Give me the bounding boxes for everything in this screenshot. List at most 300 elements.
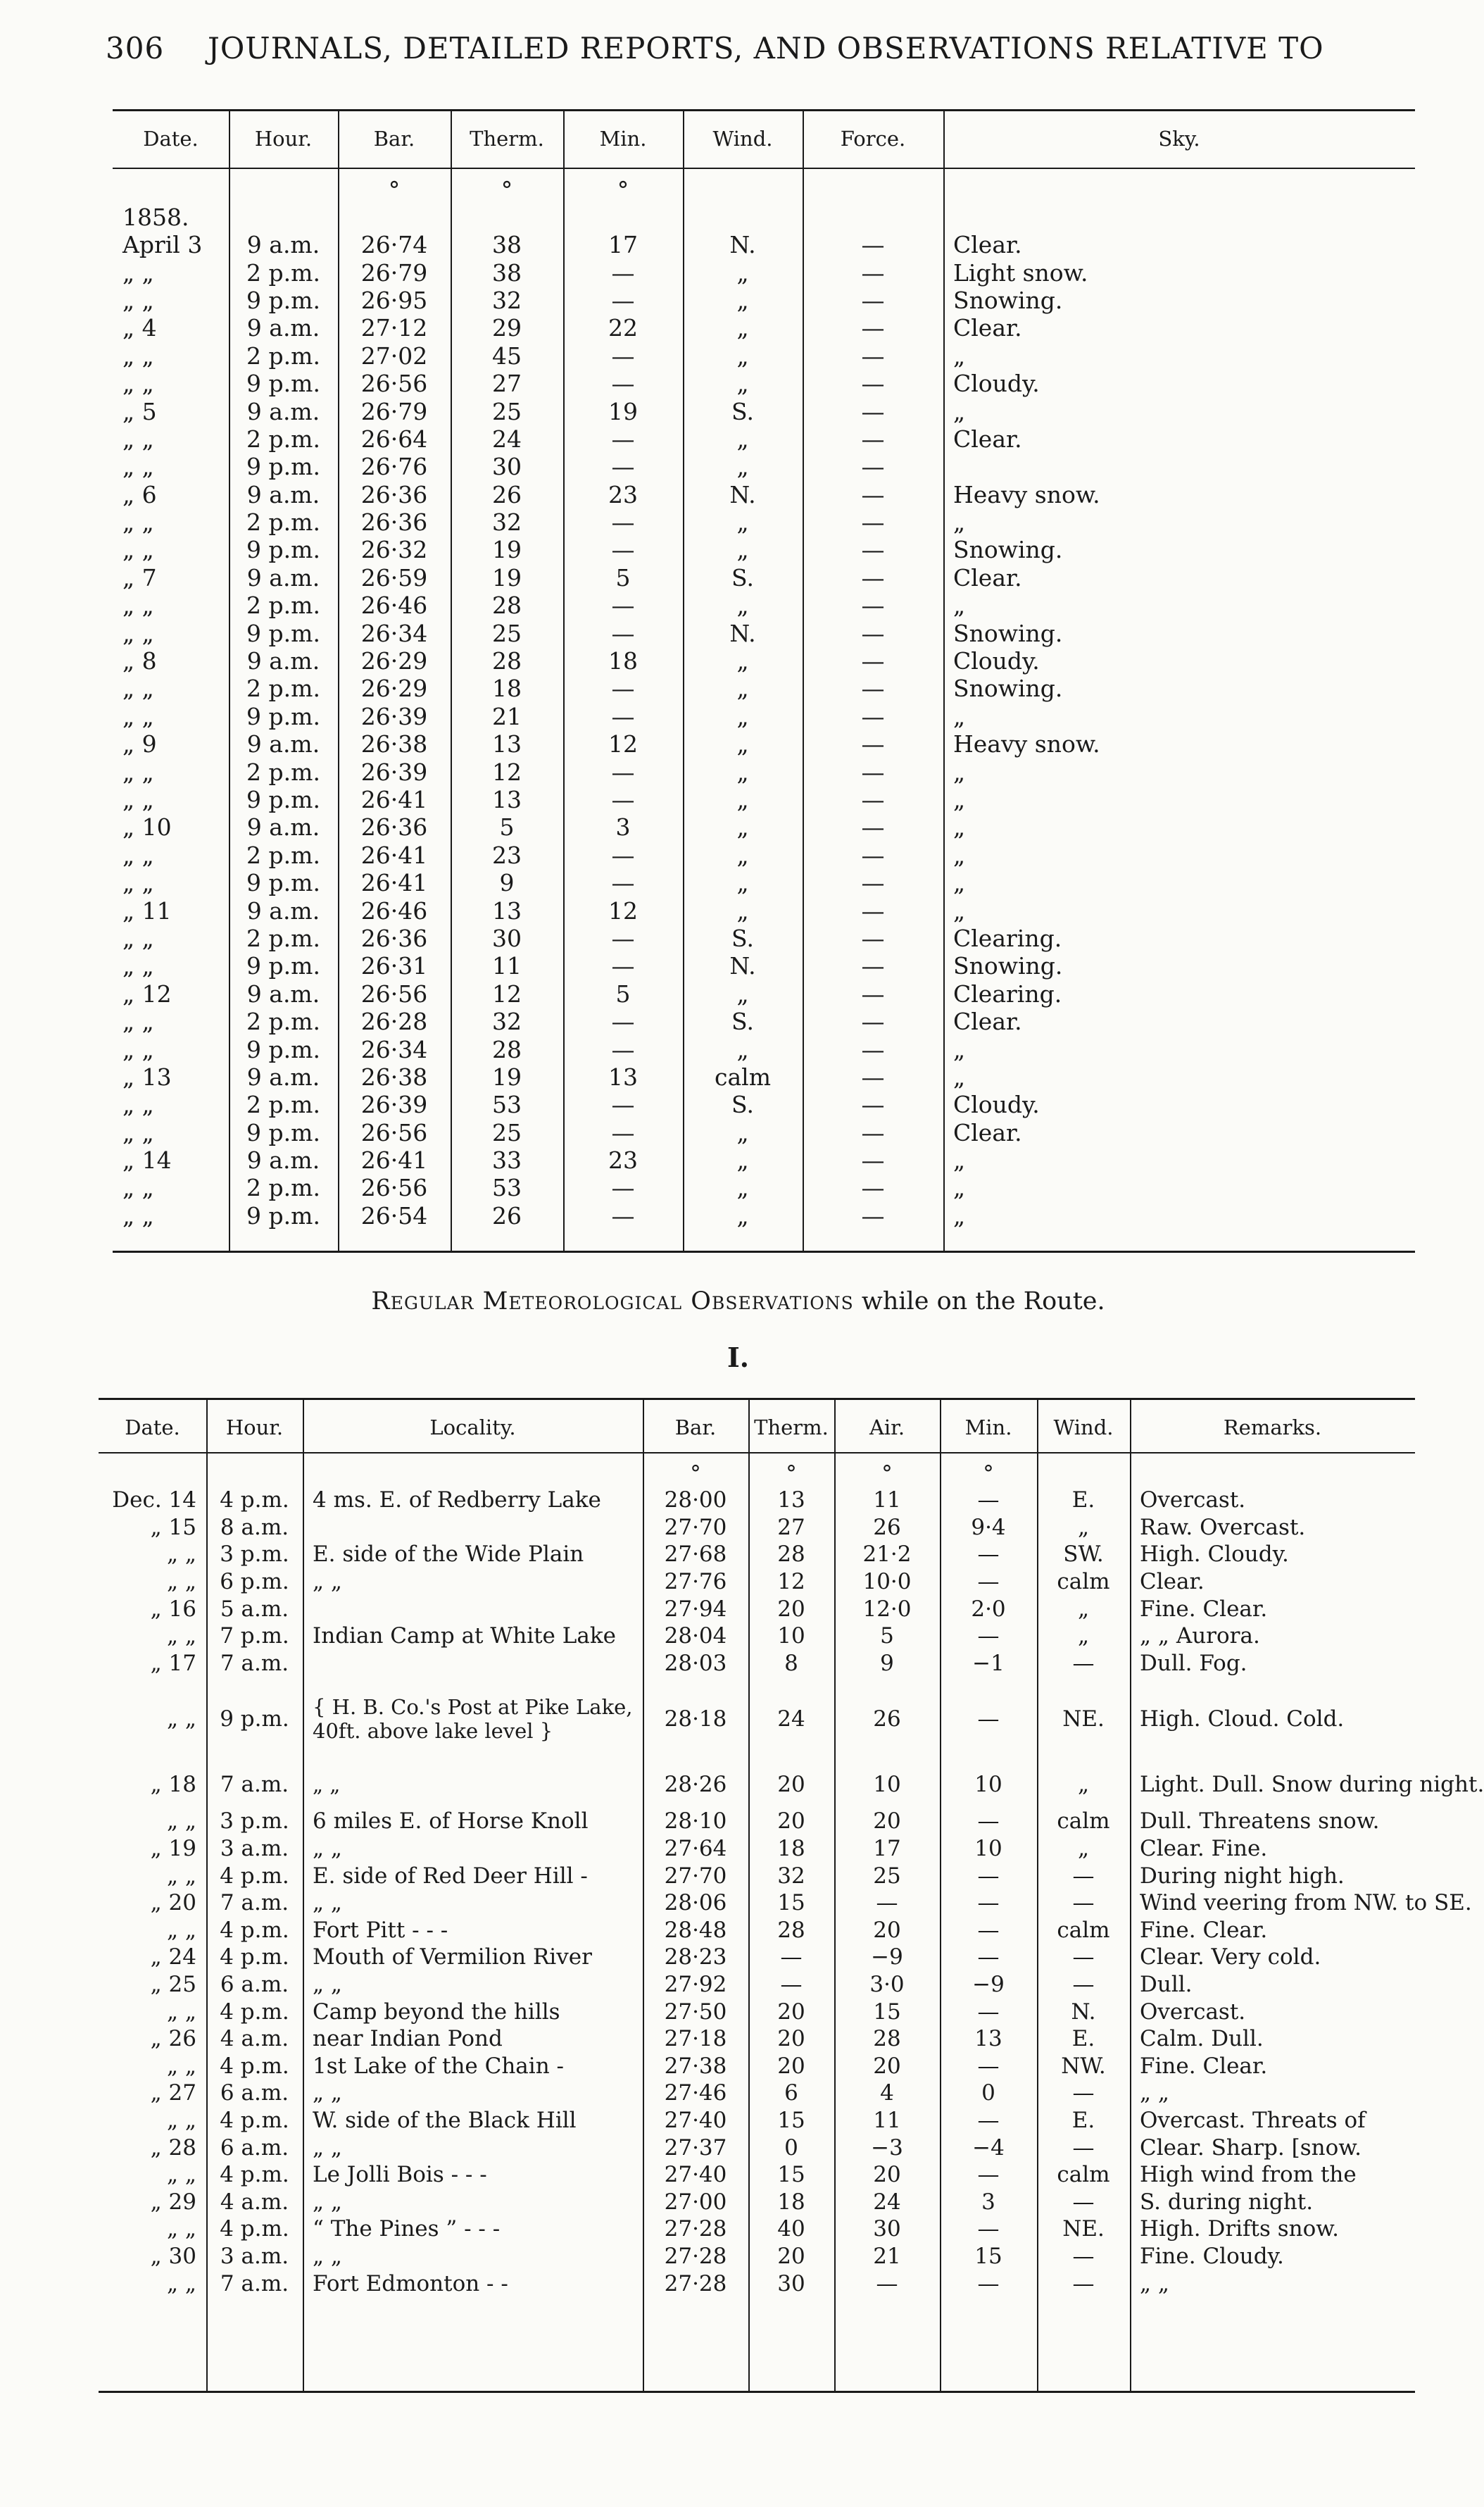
table-cell: 26·28: [360, 1008, 428, 1036]
section-numeral: I.: [727, 1342, 749, 1373]
table-cell: —: [861, 1174, 885, 1202]
table-cell: „ „: [313, 2243, 342, 2269]
table-cell: 0: [784, 2134, 798, 2161]
table-cell: 20: [777, 2026, 805, 2052]
table-cell: —: [1072, 1650, 1095, 1676]
table-cell: 5: [615, 980, 631, 1008]
table-cell: N.: [729, 952, 756, 980]
table-cell: —: [977, 1706, 1000, 1732]
table-cell: „ „: [122, 1035, 154, 1063]
table-row: [99, 2080, 1415, 2107]
table-cell: „: [953, 702, 966, 730]
table-row: [113, 1202, 1415, 1230]
table-cell: 53: [492, 1091, 522, 1119]
table-cell: 9 p.m.: [246, 619, 320, 647]
table-cell: [303, 1650, 643, 1677]
table-row: [113, 370, 1415, 397]
table-cell: 26·38: [360, 1063, 428, 1091]
table-cell: Clear.: [953, 231, 1022, 259]
table-cell: 26·36: [360, 508, 428, 537]
table-cell: 2 p.m.: [246, 1174, 320, 1202]
table-cell: „ „: [313, 2134, 342, 2161]
table-cell: „: [953, 1146, 966, 1175]
table-cell: 13: [492, 896, 522, 925]
table-cell: „: [953, 1174, 966, 1202]
table2-header-remarks: Remarks.: [1223, 1415, 1322, 1439]
table-cell: { H. B. Co.'s Post at Pike Lake, 40ft. above lake level }: [313, 1695, 633, 1744]
table-cell: 26·29: [360, 647, 428, 675]
table-cell: —: [1072, 2189, 1095, 2215]
table-cell: Mouth of Vermilion River: [313, 1944, 592, 1970]
table-cell: „: [736, 813, 749, 842]
table-cell: —: [611, 758, 635, 786]
table-cell: —: [611, 258, 635, 287]
table-cell: „: [736, 730, 749, 758]
table-cell: 27·12: [360, 314, 428, 342]
table-cell: 18: [492, 675, 522, 703]
table-cell: —: [861, 730, 885, 758]
table-cell: 8 a.m.: [220, 1514, 289, 1540]
table-cell: 28: [492, 1035, 522, 1063]
table-cell: 6 p.m.: [220, 1569, 289, 1595]
table-cell: —: [861, 952, 885, 980]
table-cell: „: [953, 397, 966, 425]
table-cell: 13: [492, 730, 522, 758]
table-cell: 10: [974, 1836, 1002, 1862]
table-row: [113, 730, 1415, 758]
table-cell: —: [977, 2270, 1000, 2296]
table-cell: 6 a.m.: [220, 2080, 289, 2106]
table-cell: 26·29: [360, 675, 428, 703]
table-cell: „ „: [313, 1773, 341, 1797]
table-row: [113, 1008, 1415, 1035]
table-cell: 13: [974, 2026, 1002, 2052]
table-cell: —: [611, 425, 635, 453]
table-row: [99, 1487, 1415, 1514]
table-cell: „ 12: [122, 980, 172, 1008]
table-cell: —: [861, 1118, 885, 1146]
table-cell: 4 a.m.: [220, 2026, 289, 2052]
table-cell: —: [861, 896, 885, 925]
table-cell: Light. Dull. Snow during night.: [1140, 1772, 1484, 1798]
table-cell: 4 p.m.: [220, 2216, 289, 2242]
table-cell: 27: [492, 370, 522, 398]
table1-year-row: [113, 204, 1415, 231]
table-cell: 24: [777, 1706, 805, 1732]
table-cell: „ „: [167, 2216, 196, 2242]
table-cell: —: [611, 286, 635, 314]
table-cell: 7 p.m.: [220, 1623, 289, 1649]
table-cell: 6: [784, 2080, 798, 2106]
table-cell: „ „: [167, 1542, 196, 1568]
table-cell: —: [861, 480, 885, 508]
table2-degree-row: [99, 1461, 1415, 1487]
table-cell: „ „: [313, 2080, 342, 2106]
table-cell: 3: [615, 813, 631, 842]
table-cell: 7 a.m.: [220, 1650, 289, 1676]
table-cell: 28: [492, 592, 522, 620]
table-cell: 29: [492, 314, 522, 342]
table-cell: 27·00: [664, 2189, 727, 2215]
table-cell: 9 p.m.: [246, 370, 320, 398]
table-cell: „ „: [122, 1008, 154, 1036]
table-cell: 27·94: [664, 1596, 727, 1622]
table-cell: 26·38: [360, 730, 428, 758]
table-row: [113, 758, 1415, 785]
table-cell: —: [861, 869, 885, 897]
table-cell: 11: [492, 952, 522, 980]
table-cell: 10: [873, 1772, 901, 1798]
table-cell: „ „: [167, 1999, 196, 2025]
table-cell: 4 p.m.: [220, 1944, 289, 1970]
table-cell: 24: [873, 2189, 901, 2215]
table-row: [113, 619, 1415, 646]
table-cell: „ „: [122, 758, 154, 786]
table-cell: „: [736, 675, 749, 703]
table-row: [99, 1541, 1415, 1568]
year-label: 1858.: [122, 204, 189, 231]
table-cell: 9 p.m.: [246, 786, 320, 813]
table-cell: 27·70: [664, 1863, 727, 1889]
table2-top-rule: [99, 1398, 1415, 1400]
table-cell: NE.: [1062, 1706, 1105, 1732]
table-cell: Clear.: [953, 314, 1022, 342]
table-cell: 28·04: [664, 1623, 727, 1649]
table-cell: calm: [1057, 1569, 1110, 1595]
table-cell: —: [861, 619, 885, 647]
table-cell: 21: [873, 2243, 901, 2269]
table-cell: —: [876, 2270, 898, 2296]
table-cell: −9: [972, 1972, 1005, 1998]
table-cell: „: [736, 508, 749, 537]
table-cell: —: [861, 286, 885, 314]
table-cell: 9 a.m.: [246, 563, 320, 592]
table-cell: 38: [492, 258, 522, 287]
table-cell: —: [1072, 1972, 1095, 1998]
table-cell: Clear. Fine.: [1140, 1836, 1268, 1862]
table-cell: 26·39: [360, 1091, 428, 1119]
table-cell: 6 miles E. of Horse Knoll: [313, 1808, 589, 1834]
table-cell: —: [977, 1944, 1000, 1970]
table-cell: „: [736, 342, 749, 370]
table-cell: „ „: [122, 1091, 154, 1119]
table-cell: 9 p.m.: [246, 1035, 320, 1063]
table-cell: „: [736, 1201, 749, 1230]
table-cell: 20: [777, 1596, 805, 1622]
table-cell: 25: [492, 619, 522, 647]
table-cell: 28: [492, 647, 522, 675]
table-cell: —: [977, 1999, 1000, 2025]
table-cell: E.: [1071, 1487, 1095, 1513]
table-cell: S.: [731, 1008, 754, 1036]
table-cell: 6 a.m.: [220, 2134, 289, 2161]
table-cell: —: [861, 425, 885, 453]
table-cell: „: [736, 647, 749, 675]
table-cell: „ „: [167, 1863, 196, 1889]
table-cell: „: [953, 841, 966, 869]
table-cell: 26·32: [360, 536, 428, 564]
table-cell: —: [977, 2053, 1000, 2079]
table-cell: 26·74: [360, 231, 428, 259]
table-row: [99, 1761, 1415, 1808]
table-cell: „ „: [122, 342, 154, 370]
table-cell: 20: [777, 1772, 805, 1798]
table-cell: [943, 453, 1415, 480]
table1-body: [113, 176, 1415, 1230]
table-cell: 26·56: [360, 1118, 428, 1146]
table-cell: 25: [873, 1863, 901, 1889]
table-cell: —: [861, 231, 885, 259]
table-cell: 9 p.m.: [220, 1706, 289, 1732]
table-cell: 27: [777, 1514, 805, 1540]
table-cell: „ „: [122, 786, 154, 813]
table-cell: —: [611, 1091, 635, 1119]
table-cell: —: [861, 786, 885, 813]
table-cell: Cloudy.: [953, 370, 1040, 398]
table-row: [113, 397, 1415, 425]
table-row: [113, 536, 1415, 563]
table-cell: 20: [777, 1808, 805, 1834]
table-cell: „ 17: [150, 1650, 196, 1676]
table-cell: 3 a.m.: [220, 2243, 289, 2269]
table-cell: 2 p.m.: [246, 258, 320, 287]
table-cell: 20: [873, 1917, 901, 1943]
table-cell: —: [977, 1569, 1000, 1595]
table-cell: 15: [974, 2243, 1002, 2269]
table-cell: 20: [873, 2053, 901, 2079]
table-cell: 5: [880, 1623, 894, 1649]
table2-header-air: Air.: [869, 1415, 905, 1439]
table-cell: „: [953, 592, 966, 620]
table-row: [113, 952, 1415, 980]
table-cell: 11: [873, 2107, 901, 2133]
table-cell: 32: [492, 1008, 522, 1036]
table-cell: „: [736, 841, 749, 869]
table-row: [113, 842, 1415, 869]
table-cell: 7 a.m.: [220, 2270, 289, 2296]
table-cell: —: [861, 1201, 885, 1230]
table-row: [113, 1119, 1415, 1146]
degree-symbol: °: [617, 176, 629, 204]
table-cell: Cloudy.: [953, 1091, 1040, 1119]
table-cell: „ 8: [122, 647, 157, 675]
table-cell: 19: [492, 536, 522, 564]
table-cell: „ „: [167, 2270, 196, 2296]
table-cell: —: [861, 314, 885, 342]
table-row: [113, 287, 1415, 314]
table-cell: Snowing.: [953, 286, 1063, 314]
table-row: [99, 1835, 1415, 1863]
table-cell: 2 p.m.: [246, 675, 320, 703]
table-cell: „: [953, 342, 966, 370]
table-cell: −9: [871, 1944, 903, 1970]
table-row: [113, 1063, 1415, 1091]
table-cell: NW.: [1061, 2053, 1106, 2079]
table-cell: „ „: [122, 286, 154, 314]
table-cell: 26·56: [360, 980, 428, 1008]
table-cell: „ „: [167, 2107, 196, 2133]
table-cell: „ 26: [150, 2026, 196, 2052]
table-cell: 32: [777, 1863, 805, 1889]
table-cell: „ „: [167, 1569, 196, 1595]
table-cell: 32: [492, 508, 522, 537]
table-cell: „ „: [1140, 2270, 1169, 2296]
table-cell: 13: [492, 786, 522, 813]
page-title: JOURNALS, DETAILED REPORTS, AND OBSERVATIONS RELATIVE TO: [208, 31, 1324, 65]
table-row: [113, 703, 1415, 730]
page-header: [106, 31, 1422, 80]
table-cell: Snowing.: [953, 675, 1063, 703]
table-cell: 26·46: [360, 592, 428, 620]
table-cell: „: [953, 1063, 966, 1091]
table-cell: —: [977, 2107, 1000, 2133]
table-cell: 9 p.m.: [246, 1201, 320, 1230]
table-cell: —: [611, 619, 635, 647]
section-title-caps: Regular Meteorological Observations: [371, 1287, 854, 1315]
table-cell: „ 30: [150, 2243, 196, 2269]
table-cell: 3·0: [869, 1972, 905, 1998]
table-cell: „ „: [122, 841, 154, 869]
table2-header-bar: Bar.: [674, 1415, 717, 1439]
table-cell: „ „: [167, 1706, 196, 1732]
table-cell: S. during night.: [1140, 2189, 1314, 2215]
table-cell: 8: [784, 1650, 798, 1676]
table-cell: 9: [499, 869, 515, 897]
table-cell: 4 p.m.: [220, 1487, 289, 1513]
table-row: [99, 1998, 1415, 2025]
table-row: [99, 2270, 1415, 2297]
table-cell: 2 p.m.: [246, 924, 320, 952]
table-cell: Heavy snow.: [953, 480, 1100, 508]
table-cell: „ 15: [150, 1514, 196, 1540]
table-cell: −3: [871, 2134, 903, 2161]
table-cell: 26·64: [360, 425, 428, 453]
table-cell: —: [861, 702, 885, 730]
table-cell: Fine. Clear.: [1140, 2053, 1268, 2079]
table-cell: 28·18: [664, 1706, 727, 1732]
table-cell: 27·18: [664, 2026, 727, 2052]
table-cell: 26·56: [360, 370, 428, 398]
table-cell: „ „: [122, 1174, 154, 1202]
table-cell: 19: [492, 1063, 522, 1091]
table-cell: 15: [777, 1890, 805, 1916]
table-cell: 33: [492, 1146, 522, 1175]
table-cell: 25: [492, 397, 522, 425]
table-cell: „ „: [122, 619, 154, 647]
table-cell: Clear. Sharp. [snow.: [1140, 2134, 1362, 2161]
table-cell: —: [1072, 1863, 1095, 1889]
table-cell: —: [861, 647, 885, 675]
table-cell: 6 a.m.: [220, 1972, 289, 1998]
table-cell: „ „: [122, 258, 154, 287]
table-row: [113, 453, 1415, 480]
table-cell: „: [736, 314, 749, 342]
table-cell: 28·00: [664, 1487, 727, 1513]
table-cell: „ 14: [122, 1146, 172, 1175]
table1-bottom-rule: [113, 1251, 1415, 1253]
table-cell: 7 a.m.: [220, 1890, 289, 1916]
table-cell: „: [736, 425, 749, 453]
table-cell: 26·95: [360, 286, 428, 314]
table-row: [113, 508, 1415, 536]
table-cell: 32: [492, 286, 522, 314]
table-cell: High. Cloudy.: [1140, 1542, 1289, 1568]
table-cell: —: [861, 924, 885, 952]
table-cell: „: [1077, 1514, 1090, 1540]
table-cell: Snowing.: [953, 536, 1063, 564]
table-cell: 3 a.m.: [220, 1836, 289, 1862]
table-cell: 9 p.m.: [246, 453, 320, 481]
table-cell: „ „: [122, 536, 154, 564]
table-cell: Dull.: [1140, 1972, 1193, 1998]
table-cell: „ „: [313, 1836, 342, 1862]
table-cell: „: [953, 786, 966, 813]
table-row: [99, 2215, 1415, 2243]
table-cell: calm: [1057, 1808, 1110, 1834]
table-cell: 26·79: [360, 258, 428, 287]
table-cell: „ „: [122, 425, 154, 453]
table-cell: 9 a.m.: [246, 647, 320, 675]
table-cell: 30: [492, 453, 522, 481]
table-cell: 9 a.m.: [246, 813, 320, 842]
table-cell: N.: [1071, 1999, 1096, 2025]
table-cell: 11: [873, 1487, 901, 1513]
table-cell: 26·36: [360, 924, 428, 952]
table-cell: Clear.: [953, 1118, 1022, 1146]
table-cell: 3 p.m.: [220, 1808, 289, 1834]
table-cell: 3: [981, 2189, 995, 2215]
table1-degree-row: [113, 176, 1415, 204]
table-row: [113, 1091, 1415, 1118]
degree-symbol: °: [501, 176, 513, 204]
table-cell: 0: [981, 2080, 995, 2106]
table-row: [99, 1808, 1415, 1835]
table-cell: 28: [873, 2026, 901, 2052]
table-cell: 4 ms. E. of Redberry Lake: [313, 1487, 601, 1513]
table-cell: „ 28: [150, 2134, 196, 2161]
table-cell: 27·46: [664, 2080, 727, 2106]
table-cell: 5: [615, 563, 631, 592]
table-cell: 19: [492, 563, 522, 592]
table-cell: 27·28: [664, 2216, 727, 2242]
table-cell: „ „: [167, 2053, 196, 2079]
table-cell: —: [861, 370, 885, 398]
table-cell: 2 p.m.: [246, 841, 320, 869]
table-cell: 12·0: [862, 1596, 912, 1622]
table-cell: 25: [492, 1118, 522, 1146]
table-cell: —: [611, 786, 635, 813]
table-cell: 17: [608, 231, 638, 259]
table1-header-force: Force.: [840, 127, 906, 151]
degree-symbol: °: [983, 1461, 994, 1487]
table1-header-date: Date.: [143, 127, 199, 151]
table-cell: 24: [492, 425, 522, 453]
table-cell: „: [1077, 1772, 1090, 1798]
table-cell: 27·68: [664, 1542, 727, 1568]
table-cell: „: [736, 869, 749, 897]
table-cell: —: [611, 1118, 635, 1146]
table-cell: „: [736, 758, 749, 786]
table-cell: Dull. Fog.: [1140, 1650, 1247, 1676]
table-cell: 5: [499, 813, 515, 842]
table-cell: —: [861, 1063, 885, 1091]
table-cell: —: [861, 758, 885, 786]
table-cell: 5 a.m.: [220, 1596, 289, 1622]
table-cell: Dull. Threatens snow.: [1140, 1808, 1380, 1834]
table-cell: 18: [777, 1836, 805, 1862]
table-cell: Raw. Overcast.: [1140, 1514, 1306, 1540]
table-cell: —: [977, 1917, 1000, 1943]
